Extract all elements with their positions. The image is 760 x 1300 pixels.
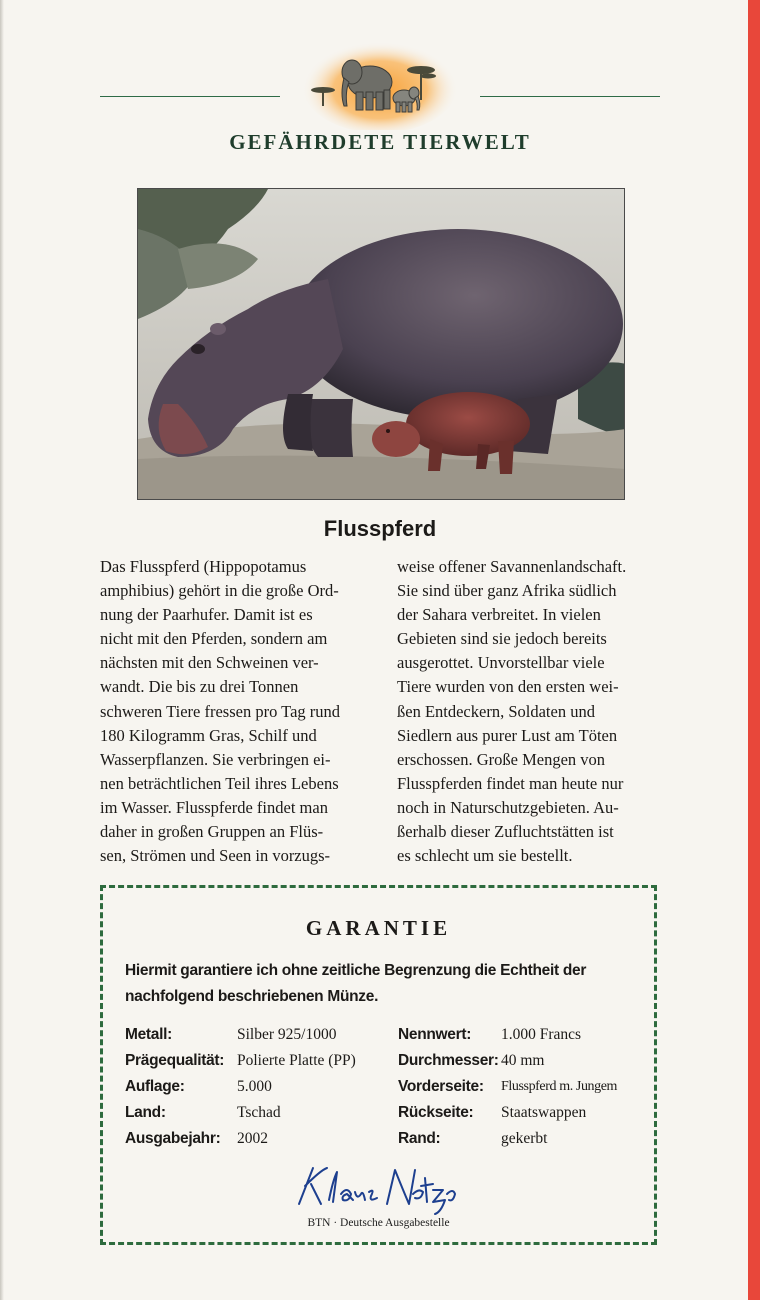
spec-row bbox=[398, 1048, 643, 1074]
spec-row bbox=[125, 1100, 395, 1126]
text-line: Flusspferden findet man heute nur bbox=[397, 773, 624, 793]
spec-row bbox=[125, 1048, 395, 1074]
spec-label: Prägequalität: bbox=[125, 1052, 225, 1069]
spec-label: Auflage: bbox=[125, 1078, 185, 1095]
guarantee-statement bbox=[125, 958, 645, 1010]
spec-value: 1.000 Francs bbox=[501, 1026, 582, 1043]
spec-label: Land: bbox=[125, 1104, 166, 1121]
text-line: Das Flusspferd (Hippopotamus bbox=[100, 557, 307, 576]
header-rule-right bbox=[480, 96, 660, 97]
text-line: weise offener Savannenlandschaft. bbox=[397, 557, 627, 576]
spec-row bbox=[125, 1126, 395, 1152]
header-rule-left bbox=[100, 96, 280, 97]
spec-row bbox=[398, 1074, 643, 1100]
article-column-right bbox=[397, 555, 659, 868]
spec-row bbox=[125, 1022, 395, 1048]
guarantee-box bbox=[100, 885, 657, 1245]
text-line: Tiere wurden von den ersten wei- bbox=[397, 677, 619, 697]
text-line: der Sahara verbreitet. In vielen bbox=[397, 605, 601, 625]
text-line: nen beträchtlichen Teil ihres Lebens bbox=[100, 773, 339, 793]
spec-row bbox=[125, 1074, 395, 1100]
spec-label: Ausgabejahr: bbox=[125, 1130, 221, 1147]
issuer-label: BTN · Deutsche Ausgabestelle bbox=[307, 1217, 450, 1229]
text-line: ßerhalb dieser Zufluchtstätten ist bbox=[397, 822, 614, 842]
spec-value: Silber 925/1000 bbox=[237, 1026, 337, 1043]
spec-table-left bbox=[125, 1022, 395, 1152]
spec-table-right bbox=[398, 1022, 643, 1152]
text-line: nung der Paarhufer. Damit ist es bbox=[100, 605, 313, 625]
text-line: im Wasser. Flusspferde findet man bbox=[100, 797, 328, 817]
text-line: daher in großen Gruppen an Flüs- bbox=[100, 822, 324, 842]
text-line: erschossen. Große Mengen von bbox=[397, 749, 606, 769]
spec-label: Rand: bbox=[398, 1130, 441, 1147]
series-title: GEFÄHRDETE TIERWELT bbox=[229, 130, 531, 154]
text-line: ßen Entdeckern, Soldaten und bbox=[397, 701, 595, 721]
text-line: nicht mit den Pferden, sondern am bbox=[100, 629, 328, 649]
text-line: Sie sind über ganz Afrika südlich bbox=[397, 581, 617, 601]
article-column-left bbox=[100, 555, 372, 868]
elephant-family-icon bbox=[300, 30, 460, 130]
spec-value: 40 mm bbox=[501, 1052, 545, 1069]
text-line: nächsten mit den Schweinen ver- bbox=[100, 653, 319, 673]
hippo-mother-and-calf-image bbox=[138, 189, 625, 500]
spec-value: Flusspferd m. Jungem bbox=[501, 1079, 618, 1094]
text-line: wandt. Die bis zu drei Tonnen bbox=[100, 677, 299, 697]
text-line: Gebieten sind sie jedoch bereits bbox=[397, 629, 607, 649]
spec-value: Polierte Platte (PP) bbox=[237, 1052, 356, 1069]
text-line: ausgerottet. Unvorstellbar viele bbox=[397, 653, 605, 673]
statement-line: Hiermit garantiere ich ohne zeitliche Begrenzung die Echtheit der bbox=[125, 962, 587, 979]
hippo-photo bbox=[137, 188, 625, 500]
spec-value: Staatswappen bbox=[501, 1104, 587, 1121]
text-line: sen, Strömen und Seen in vorzugs- bbox=[100, 846, 331, 866]
spec-value: Tschad bbox=[237, 1104, 281, 1121]
text-line: es schlecht um sie bestellt. bbox=[397, 846, 573, 866]
handwritten-signature bbox=[291, 1160, 461, 1218]
spec-value: 2002 bbox=[237, 1130, 268, 1147]
spec-row bbox=[398, 1126, 643, 1152]
spec-label: Durchmesser: bbox=[398, 1052, 499, 1069]
spec-label: Metall: bbox=[125, 1026, 172, 1043]
spec-value: 5.000 bbox=[237, 1078, 272, 1095]
text-line: 180 Kilogramm Gras, Schilf und bbox=[100, 725, 317, 745]
spec-label: Rückseite: bbox=[398, 1104, 474, 1121]
text-line: Siedlern aus purer Lust am Töten bbox=[397, 725, 618, 745]
spec-label: Vorderseite: bbox=[398, 1078, 484, 1095]
spec-row bbox=[398, 1022, 643, 1048]
spec-value: gekerbt bbox=[501, 1130, 548, 1147]
statement-line: nachfolgend beschriebenen Münze. bbox=[125, 988, 379, 1005]
text-line: Wasserpflanzen. Sie verbringen ei- bbox=[100, 749, 331, 769]
spec-row bbox=[398, 1100, 643, 1126]
text-line: amphibius) gehört in die große Ord- bbox=[100, 581, 339, 601]
text-line: schweren Tiere fressen pro Tag rund bbox=[100, 701, 341, 721]
text-line: noch in Naturschutzgebieten. Au- bbox=[397, 797, 619, 817]
species-title: Flusspferd bbox=[323, 516, 437, 541]
guarantee-title: GARANTIE bbox=[305, 916, 452, 940]
spec-label: Nennwert: bbox=[398, 1026, 472, 1043]
